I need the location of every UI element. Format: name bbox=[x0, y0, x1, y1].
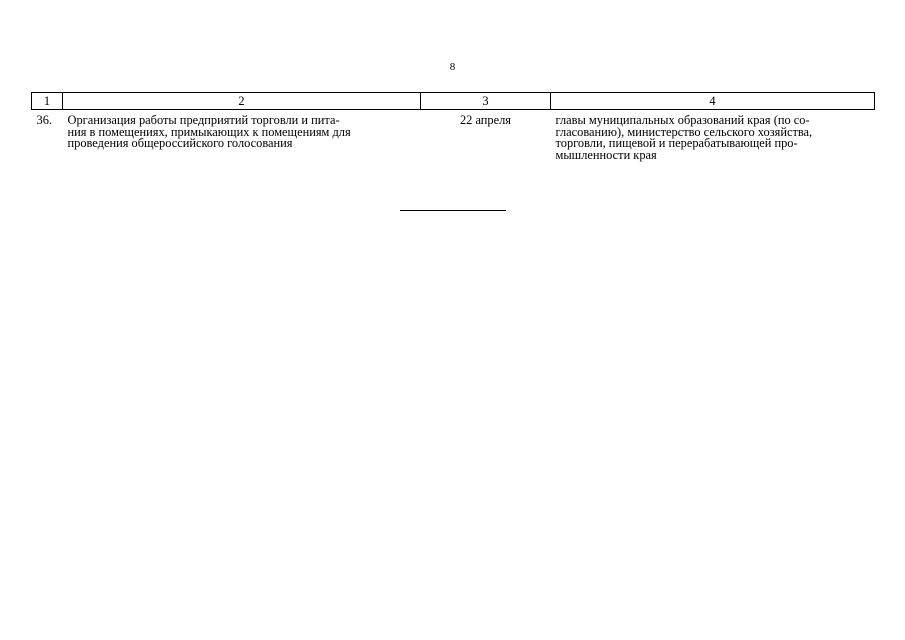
description-line: проведения общероссийского голосования bbox=[67, 136, 293, 151]
description-line: ния в помещениях, примыкающих к помещениям для bbox=[67, 124, 351, 139]
responsible-line: торговли, пищевой и перерабатывающей про- bbox=[555, 136, 798, 151]
header-cell-1: 1 bbox=[32, 93, 63, 110]
responsible-line: главы муниципальных образований края (по со- bbox=[555, 113, 810, 127]
table-row bbox=[32, 110, 875, 162]
responsible-line: гласованию), министерство сельского хозяйства, bbox=[555, 124, 813, 139]
description-line: Организация работы предприятий торговли и пита- bbox=[67, 113, 340, 127]
row-responsible bbox=[551, 110, 875, 162]
header-cell-2: 2 bbox=[63, 93, 421, 110]
header-cell-4: 4 bbox=[551, 93, 875, 110]
row-date: 22 апреля bbox=[459, 113, 512, 127]
header-cell-3: 3 bbox=[421, 93, 551, 110]
page-number: 8 bbox=[449, 61, 456, 73]
plan-table bbox=[31, 92, 875, 161]
row-description bbox=[63, 110, 421, 162]
table-header bbox=[32, 93, 875, 110]
header-row bbox=[32, 93, 875, 110]
row-number: 36. bbox=[36, 113, 52, 127]
end-of-document-rule bbox=[400, 210, 506, 211]
responsible-line: мышленности края bbox=[555, 147, 657, 162]
